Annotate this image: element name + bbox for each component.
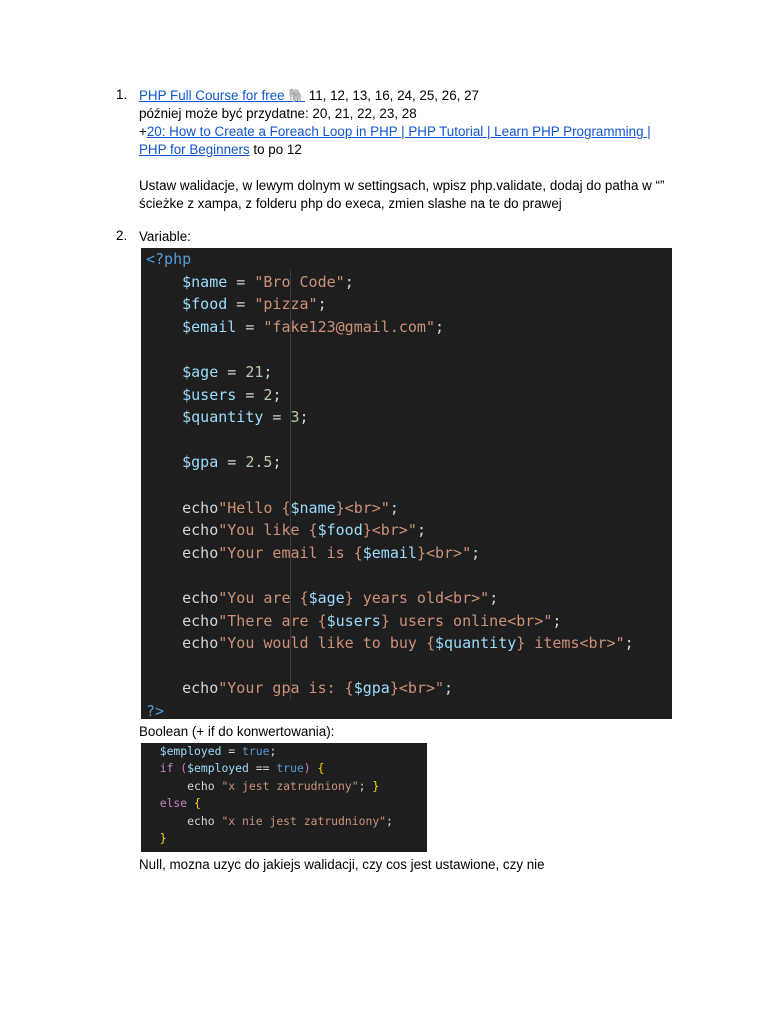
code-token: $employed (159, 744, 222, 758)
code-token (146, 499, 182, 517)
code-token: } items<br>" (516, 634, 625, 653)
code-token: "pizza" (254, 295, 318, 314)
code-token: }<br>" (389, 679, 445, 698)
code-token: $email (182, 317, 237, 336)
code-token: "Bro Code" (254, 272, 345, 291)
code-token (146, 761, 160, 775)
code-token (146, 363, 182, 381)
variable-code-screenshot (141, 248, 672, 719)
validation-note: Ustaw walidacje, w lewym dolnym w settingsach, wpisz php.validate, dodaj do patha w “” ścieżke z xampa, z folderu php do execa, zmien slashe na te do prawej (139, 178, 665, 211)
variable-code-line (146, 519, 426, 541)
variable-code-line (146, 248, 191, 270)
code-token: else (159, 796, 188, 811)
variable-label: Variable: (139, 229, 191, 244)
code-token: $food (317, 521, 363, 540)
code-token: }<br>" (335, 498, 390, 517)
code-token: $employed (187, 761, 249, 776)
code-token (146, 386, 182, 404)
foreach-tutorial-link[interactable]: 20: How to Create a Foreach Loop in PHP | PHP Tutorial | Learn PHP Programming | PHP for Beginners (139, 124, 651, 157)
variable-code-line (146, 700, 164, 719)
code-token: $users (182, 385, 237, 404)
variable-code-line (146, 361, 272, 383)
code-token: ) (303, 761, 311, 776)
code-token (146, 453, 182, 471)
code-token: $name (290, 498, 336, 517)
code-token (146, 521, 182, 539)
code-token: } users online<br>" (380, 611, 553, 630)
code-token (146, 544, 182, 562)
code-token: $name (182, 272, 228, 291)
null-caption: Null, mozna uzyc do jakiejs walidacji, czy cos jest ustawione, czy nie (139, 857, 545, 872)
code-token: = (218, 363, 246, 381)
code-token: 2 (263, 385, 273, 404)
variable-code-line (146, 293, 327, 315)
code-token: = (236, 317, 264, 336)
code-token: true (242, 744, 270, 758)
code-token: "You are { (218, 589, 309, 607)
code-token: "You would like to buy { (218, 634, 435, 653)
boolean-code-line (146, 760, 324, 777)
code-token: == (248, 761, 277, 776)
boolean-caption: Boolean (+ if do konwertowania): (139, 724, 335, 739)
boolean-code-line (146, 778, 379, 795)
code-token: "x nie jest zatrudniony" (221, 813, 387, 828)
code-token (146, 408, 182, 426)
code-token: echo (182, 543, 219, 562)
code-token: ; (416, 521, 426, 540)
variable-code-line (146, 497, 399, 519)
later-useful-line: później może być przydatne: 20, 21, 22, 23, 28 (139, 106, 417, 121)
code-token (146, 589, 182, 607)
list-item-1-body (139, 87, 679, 213)
variable-code-line (146, 542, 480, 564)
code-token: 2.5 (245, 453, 273, 472)
code-token: { (317, 761, 325, 776)
variable-code-line (146, 316, 444, 338)
code-token: ; (269, 744, 277, 758)
code-token: echo (182, 634, 219, 653)
variable-code-line (146, 451, 281, 473)
variable-code-line (146, 677, 453, 699)
variable-code-line (146, 384, 281, 406)
code-token: ; (471, 543, 481, 562)
variable-code-line (146, 406, 309, 428)
code-token: ; (344, 272, 354, 291)
code-token: $age (182, 363, 219, 381)
boolean-code-line (146, 795, 201, 812)
code-token (146, 634, 182, 652)
code-token: ; (272, 453, 282, 472)
code-token: "x jest zatrudniony" (221, 778, 359, 793)
code-token (146, 679, 182, 697)
list-number-2: 2. (116, 228, 128, 243)
code-token: $quantity (182, 408, 264, 427)
code-token: ; (489, 589, 499, 607)
course-line (139, 87, 679, 105)
code-token: $food (182, 295, 228, 314)
code-token: } (159, 831, 167, 845)
code-token: ; (299, 408, 309, 427)
code-token: ; (386, 813, 393, 828)
code-token: "Your email is { (218, 543, 363, 562)
code-token (146, 295, 182, 313)
code-token (146, 779, 187, 793)
code-token: $age (308, 589, 345, 607)
code-token: $users (326, 611, 381, 630)
code-token: = (227, 272, 255, 291)
code-token (187, 796, 194, 810)
code-token: = (263, 408, 291, 427)
code-token (146, 612, 182, 630)
boolean-code-line (146, 743, 276, 760)
code-token (146, 814, 187, 828)
foreach-line (139, 123, 679, 159)
code-token: 21 (245, 363, 264, 381)
code-token: ; (435, 317, 445, 336)
code-token: "You like { (218, 521, 318, 540)
code-token: ; (624, 634, 634, 653)
code-token: }<br>" (416, 543, 472, 562)
code-token: echo (182, 679, 219, 698)
course-numbers: 11, 12, 13, 16, 24, 25, 26, 27 (305, 88, 479, 103)
code-token: ; (317, 295, 327, 314)
code-token: $gpa (353, 679, 390, 698)
code-token: = (236, 385, 264, 404)
code-token (146, 318, 182, 336)
php-course-link[interactable]: PHP Full Course for free 🐘 (139, 88, 306, 103)
code-token: echo (187, 813, 215, 828)
code-token: "Your gpa is: { (218, 679, 354, 698)
code-token: ; (358, 778, 373, 793)
foreach-suffix: to po 12 (249, 142, 302, 157)
code-token: "There are { (218, 611, 327, 630)
code-token: echo (187, 778, 215, 793)
code-token: $email (362, 543, 417, 562)
code-token: echo (182, 498, 219, 517)
code-token: ; (444, 679, 454, 698)
code-token: ?> (146, 702, 165, 719)
code-token: ( (180, 761, 188, 776)
boolean-code-line (146, 813, 393, 830)
code-token: }<br>" (362, 521, 417, 540)
code-token: } years old<br>" (344, 589, 490, 607)
code-token: $quantity (435, 634, 517, 653)
code-token: "Hello { (218, 498, 291, 517)
code-token: <?php (146, 250, 192, 268)
code-token: "fake123@gmail.com" (263, 317, 435, 336)
code-token: = (218, 453, 246, 472)
code-token: echo (182, 611, 219, 630)
code-token (146, 796, 160, 810)
plus-sign: + (139, 124, 147, 139)
code-token: if (159, 761, 174, 776)
code-token: echo (182, 521, 219, 540)
code-token: 3 (290, 408, 300, 427)
code-token: ; (263, 363, 273, 381)
list-number-1: 1. (116, 87, 128, 102)
list-item-2-body (139, 228, 679, 246)
code-token: $gpa (182, 453, 219, 472)
variable-code-line (146, 632, 634, 654)
code-token: ; (389, 498, 399, 517)
variable-code-line (146, 610, 561, 632)
code-token: ; (272, 385, 282, 404)
code-token: = (221, 744, 243, 758)
code-token: ; (552, 611, 562, 630)
code-token (146, 273, 182, 291)
boolean-code-screenshot (141, 743, 427, 852)
variable-code-line (146, 271, 354, 293)
code-token: echo (182, 589, 219, 607)
code-token: { (194, 796, 201, 811)
code-token: true (276, 761, 304, 776)
variable-code-line (146, 587, 498, 609)
code-token (146, 831, 160, 845)
code-token (146, 744, 160, 758)
code-token: = (227, 295, 255, 314)
code-token: } (372, 778, 380, 793)
boolean-code-line (146, 830, 167, 847)
